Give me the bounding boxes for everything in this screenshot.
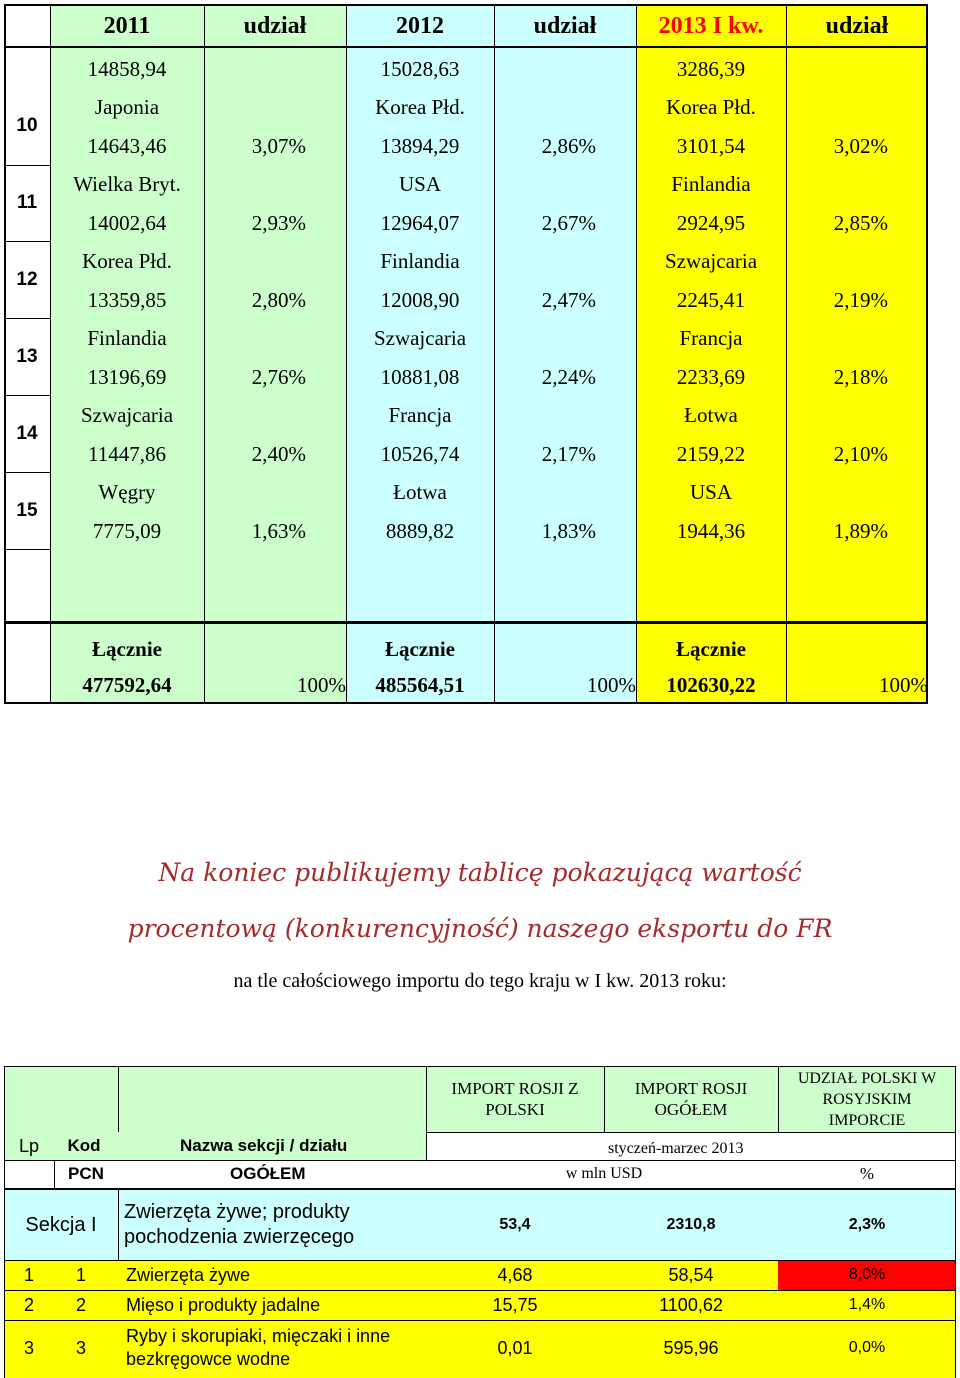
header-share-2012: udział (533, 12, 597, 39)
ranking-cell-lp (4, 222, 50, 261)
ranking-cell-c2012: Finlandia (380, 249, 460, 274)
header-ogolem: OGÓŁEM (230, 1164, 306, 1183)
row-1-import-total: 58,54 (668, 1264, 714, 1285)
total-2011: 477592,64 (82, 672, 172, 697)
row-2-import-total: 1100,62 (659, 1294, 723, 1315)
header-section-name: Nazwa sekcji / działu (180, 1136, 348, 1155)
ranking-cell-u2011 (204, 397, 346, 436)
row-3-share: 0,0% (848, 1339, 886, 1356)
row-2-share: 1,4% (848, 1296, 886, 1313)
ranking-cell-lp (4, 68, 50, 107)
ranking-cell-u2013 (786, 166, 928, 205)
ranking-cell-u2013: 2,19% (833, 287, 888, 312)
header-2011: 2011 (103, 12, 151, 39)
ranking-cell-u2013 (786, 243, 928, 282)
ranking-cell-c2011: 14643,46 (87, 133, 167, 158)
row-3-name: Ryby i skorupiaki, mięczaki i inne bezkręgowce wodne (126, 1326, 391, 1369)
header-poland-share: UDZIAŁ POLSKI W ROSYJSKIM IMPORCIE (797, 1069, 937, 1129)
total-share-2012: 100% (587, 672, 636, 697)
ranking-cell-c2012: Łotwa (393, 480, 447, 505)
ranking-cell-lp (4, 530, 50, 569)
ranking-cell-c2013: Finlandia (671, 172, 751, 197)
ranking-cell-c2012: 12964,07 (380, 210, 460, 235)
row-1-import-pl: 4,68 (497, 1264, 533, 1285)
total-share-2013: 100% (879, 672, 928, 697)
row-1-kod: 1 (75, 1264, 86, 1285)
ranking-cell-u2013: 2,10% (833, 441, 888, 466)
ranking-cell-u2013 (786, 50, 928, 89)
row-3-lp: 3 (23, 1337, 34, 1358)
ranking-cell-lp: 13 (16, 345, 38, 367)
row-1-name: Zwierzęta żywe (126, 1264, 251, 1285)
ranking-cell-u2012: 2,24% (541, 364, 596, 389)
ranking-cell-u2011 (204, 243, 346, 282)
caption-line-2: procentową (konkurencyjność) naszego eksportu do FR (127, 914, 833, 943)
ranking-cell-c2011: 14002,64 (87, 210, 167, 235)
ranking-cell-u2013 (786, 397, 928, 436)
ranking-cell-lp: 15 (16, 499, 38, 521)
ranking-cell-c2011: 11447,86 (88, 441, 166, 466)
period-label: styczeń-marzec 2013 (608, 1140, 744, 1157)
ranking-cell-lp (4, 299, 50, 338)
total-2012: 485564,51 (375, 672, 465, 697)
row-3-kod: 3 (75, 1337, 86, 1358)
ranking-cell-u2011: 1,63% (251, 518, 306, 543)
header-lp: Lp (18, 1135, 40, 1156)
ranking-cell-c2013: Szwajcaria (664, 249, 758, 274)
row-1-lp: 1 (23, 1264, 34, 1285)
total-share-2011: 100% (297, 672, 346, 697)
header-2013: 2013 I kw. (658, 12, 764, 39)
ranking-cell-u2012 (494, 243, 636, 282)
ranking-cell-u2011 (204, 89, 346, 128)
header-pcn: PCN (68, 1164, 104, 1183)
total-2013: 102630,22 (666, 672, 756, 697)
section-lp: Sekcja I (25, 1213, 97, 1236)
ranking-cell-c2011: Korea Płd. (82, 249, 172, 274)
ranking-cell-c2013: Łotwa (684, 403, 738, 428)
ranking-cell-u2011 (204, 474, 346, 513)
ranking-cell-u2011 (204, 50, 346, 89)
ranking-cell-u2013: 2,18% (833, 364, 888, 389)
percent-label: % (859, 1164, 875, 1183)
ranking-cell-u2012 (494, 320, 636, 359)
ranking-cell-c2011: Japonia (94, 95, 160, 120)
ranking-cell-u2013: 2,85% (833, 210, 888, 235)
total-label-2013: Łącznie (676, 636, 746, 661)
ranking-cell-c2013: 2233,69 (676, 364, 746, 389)
ranking-cell-c2012: 15028,63 (380, 56, 460, 81)
ranking-cell-lp (4, 376, 50, 415)
unit-label: w mln USD (565, 1165, 643, 1182)
ranking-cell-c2011: 13359,85 (87, 287, 167, 312)
ranking-cell-c2011: Finlandia (87, 326, 167, 351)
ranking-cell-u2012: 2,67% (541, 210, 596, 235)
ranking-cell-c2011: 13196,69 (87, 364, 167, 389)
ranking-cell-u2012: 2,47% (541, 287, 596, 312)
ranking-cell-c2013: 2245,41 (676, 287, 746, 312)
ranking-cell-c2012: 8889,82 (385, 518, 455, 543)
header-import-poland: IMPORT ROSJI Z POLSKI (451, 1079, 579, 1119)
ranking-cell-c2011: Szwajcaria (80, 403, 174, 428)
section-import-total: 2310,8 (666, 1216, 716, 1233)
ranking-cell-u2012 (494, 50, 636, 89)
ranking-cell-c2013: 2924,95 (676, 210, 746, 235)
header-share-2011: udział (243, 12, 307, 39)
ranking-cell-c2012: USA (398, 172, 441, 197)
ranking-cell-c2011: Wielka Bryt. (73, 172, 181, 197)
ranking-cell-c2012: 12008,90 (380, 287, 460, 312)
ranking-cell-c2011: 14858,94 (87, 56, 167, 81)
ranking-cell-lp: 10 (16, 114, 38, 136)
ranking-cell-u2013: 1,89% (833, 518, 888, 543)
caption-line-3: na tle całościowego importu do tego kraju w I kw. 2013 roku: (233, 970, 727, 992)
header-kod: Kod (67, 1136, 101, 1155)
ranking-cell-c2013: USA (689, 480, 732, 505)
section-import-pl: 53,4 (499, 1216, 531, 1233)
ranking-cell-u2012: 1,83% (541, 518, 596, 543)
header-share-2013: udział (825, 12, 889, 39)
ranking-cell-u2013 (786, 320, 928, 359)
row-2-import-pl: 15,75 (492, 1294, 538, 1315)
ranking-cell-u2012 (494, 166, 636, 205)
ranking-cell-u2011 (204, 320, 346, 359)
ranking-cell-u2011: 2,80% (251, 287, 306, 312)
ranking-cell-c2012: Francja (388, 403, 452, 428)
ranking-cell-u2011 (204, 166, 346, 205)
caption-line-1: Na koniec publikujemy tablicę pokazującą wartość (158, 858, 802, 887)
ranking-cell-u2012: 2,86% (541, 133, 596, 158)
section-name: Zwierzęta żywe; produkty pochodzenia zwierzęcego (124, 1201, 355, 1248)
import-table (4, 1066, 956, 1378)
row-2-name: Mięso i produkty jadalne (126, 1294, 321, 1315)
ranking-cell-lp (4, 145, 50, 184)
ranking-cell-c2013: Francja (679, 326, 743, 351)
ranking-cell-c2013: 3286,39 (676, 56, 746, 81)
ranking-cell-c2012: Korea Płd. (375, 95, 465, 120)
header-import-total: IMPORT ROSJI OGÓŁEM (634, 1079, 748, 1119)
ranking-cell-u2011: 2,76% (251, 364, 306, 389)
row-2-kod: 2 (75, 1294, 86, 1315)
header-2012: 2012 (396, 12, 444, 39)
ranking-table (4, 4, 928, 704)
ranking-cell-c2012: 10526,74 (380, 441, 460, 466)
ranking-cell-u2013 (786, 474, 928, 513)
ranking-cell-lp: 11 (16, 191, 38, 213)
row-3-import-total: 595,96 (663, 1337, 719, 1358)
ranking-cell-c2013: 2159,22 (676, 441, 746, 466)
ranking-cell-c2013: 3101,54 (676, 133, 746, 158)
ranking-cell-lp: 12 (16, 268, 38, 290)
ranking-cell-u2013: 3,02% (833, 133, 888, 158)
ranking-cell-u2012 (494, 89, 636, 128)
section-share: 2,3% (848, 1216, 886, 1233)
ranking-cell-u2012: 2,17% (541, 441, 596, 466)
ranking-cell-u2011: 2,93% (251, 210, 306, 235)
ranking-cell-c2011: 7775,09 (92, 518, 162, 543)
total-label-2012: Łącznie (385, 636, 455, 661)
ranking-cell-u2012 (494, 397, 636, 436)
ranking-cell-c2013: 1944,36 (676, 518, 746, 543)
total-label-2011: Łącznie (92, 636, 162, 661)
ranking-cell-c2011: Węgry (98, 480, 156, 505)
ranking-cell-u2011: 2,40% (251, 441, 306, 466)
ranking-cell-lp (4, 453, 50, 492)
ranking-cell-u2013 (786, 89, 928, 128)
ranking-cell-u2011: 3,07% (251, 133, 306, 158)
ranking-cell-c2012: 10881,08 (380, 364, 460, 389)
row-1-share: 8,0% (848, 1266, 886, 1283)
ranking-cell-u2012 (494, 474, 636, 513)
row-3-import-pl: 0,01 (497, 1337, 533, 1358)
ranking-cell-c2012: Szwajcaria (373, 326, 467, 351)
ranking-cell-lp: 14 (16, 422, 38, 444)
row-2-lp: 2 (23, 1294, 34, 1315)
ranking-cell-c2012: 13894,29 (380, 133, 460, 158)
ranking-cell-c2013: Korea Płd. (666, 95, 756, 120)
